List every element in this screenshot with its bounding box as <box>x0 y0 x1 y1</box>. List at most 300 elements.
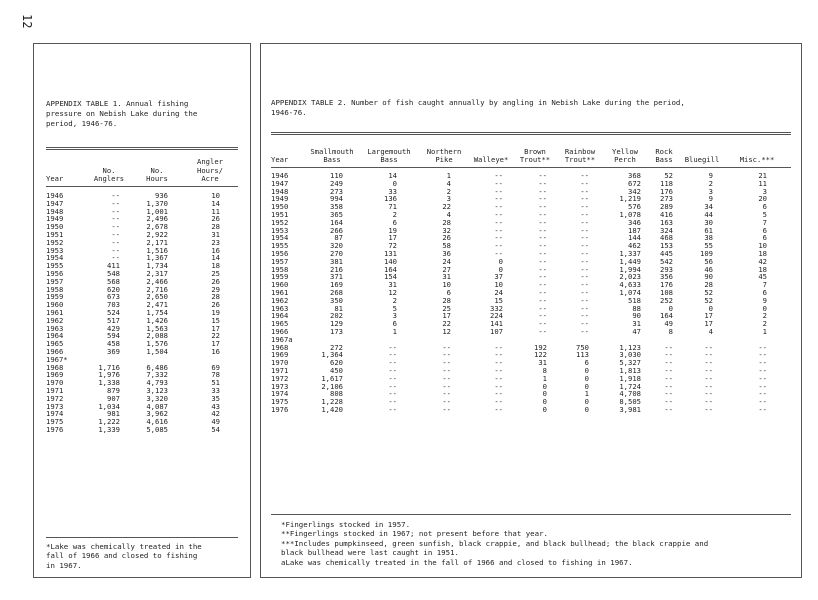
value-cell: 22 <box>211 331 220 341</box>
year-cell: 1976 <box>46 424 64 434</box>
value-cell: -- <box>388 404 397 414</box>
table-row <box>271 398 791 406</box>
table-row <box>46 348 238 356</box>
value-cell: -- <box>442 389 451 399</box>
value-cell: -- <box>580 171 589 180</box>
header-bluegill: Bluegill <box>684 155 720 165</box>
value-cell: 23 <box>211 237 220 247</box>
value-cell: 1 <box>762 326 767 336</box>
table-row <box>271 344 791 352</box>
value-cell: 1,367 <box>146 253 168 263</box>
value-cell: -- <box>580 209 589 219</box>
value-cell: 1,994 <box>619 264 641 274</box>
year-cell: 1969 <box>271 350 289 360</box>
value-cell: -- <box>664 358 673 368</box>
value-cell: 268 <box>330 287 343 297</box>
value-cell: 879 <box>107 385 120 395</box>
year-cell: 1960 <box>46 300 64 310</box>
value-cell: 2,023 <box>619 272 641 282</box>
value-cell: -- <box>442 397 451 407</box>
year-cell: 1962 <box>46 315 64 325</box>
value-cell: 1,563 <box>146 323 168 333</box>
value-cell: -- <box>580 295 589 305</box>
appendix-table-2-panel <box>260 43 802 578</box>
value-cell: 52 <box>704 287 713 297</box>
value-cell: -- <box>388 373 397 383</box>
value-cell: 3,123 <box>146 385 168 395</box>
value-cell: 10 <box>442 280 451 290</box>
value-cell: 548 <box>107 268 120 278</box>
table-row <box>46 208 238 216</box>
year-cell: 1958 <box>46 284 64 294</box>
table-row <box>46 293 238 301</box>
value-cell <box>182 356 238 364</box>
value-cell: 416 <box>660 209 673 219</box>
value-cell: 29 <box>211 284 220 294</box>
year-cell: 1965 <box>46 339 64 349</box>
value-cell: 293 <box>660 264 673 274</box>
value-cell: 22 <box>442 202 451 212</box>
value-cell: 1,001 <box>146 206 168 216</box>
value-cell: 187 <box>628 225 641 235</box>
value-cell: 0 <box>584 381 589 391</box>
value-cell: 356 <box>660 272 673 282</box>
year-cell: 1952 <box>46 237 64 247</box>
value-cell: -- <box>494 194 503 204</box>
value-cell: -- <box>580 326 589 336</box>
value-cell: -- <box>538 295 547 305</box>
value-cell: 17 <box>704 311 713 321</box>
value-cell: 49 <box>664 319 673 329</box>
year-cell: 1963 <box>46 323 64 333</box>
value-cell: 0 <box>542 404 547 414</box>
value-cell: 8 <box>668 326 673 336</box>
value-cell: 450 <box>330 365 343 375</box>
value-cell: -- <box>388 350 397 360</box>
year-cell: 1954 <box>46 253 64 263</box>
value-cell: 140 <box>384 256 397 266</box>
value-cell: 368 <box>628 171 641 180</box>
value-cell: 131 <box>384 248 397 258</box>
year-cell: 1955 <box>271 241 289 251</box>
value-cell: 620 <box>330 358 343 368</box>
value-cell: -- <box>664 342 673 352</box>
value-cell: -- <box>111 191 120 200</box>
value-cell: 42 <box>758 256 767 266</box>
value-cell: 164 <box>330 217 343 227</box>
value-cell: 346 <box>628 217 641 227</box>
value-cell: 16 <box>211 245 220 255</box>
value-cell: -- <box>494 358 503 368</box>
value-cell: 17 <box>442 311 451 321</box>
value-cell: -- <box>538 241 547 251</box>
value-cell: 8 <box>542 365 547 375</box>
value-cell: 1,576 <box>146 339 168 349</box>
header-walleye: Walleye* <box>473 155 509 165</box>
value-cell: 87 <box>334 233 343 243</box>
header-yellow-perch: Yellow Perch <box>612 146 638 165</box>
header-rainbow-trout: Rainbow Trout** <box>564 146 596 165</box>
value-cell: 458 <box>107 339 120 349</box>
value-cell: 9 <box>762 295 767 305</box>
table-row <box>271 289 791 297</box>
value-cell: -- <box>664 365 673 375</box>
value-cell: 61 <box>704 225 713 235</box>
value-cell: 6 <box>392 217 397 227</box>
year-cell: 1974 <box>271 389 289 399</box>
value-cell: 6 <box>762 287 767 297</box>
value-cell: 4,616 <box>146 417 168 427</box>
value-cell: 176 <box>660 186 673 196</box>
value-cell: 3,981 <box>619 404 641 414</box>
value-cell: 1,504 <box>146 346 168 356</box>
value-cell: -- <box>111 206 120 216</box>
value-cell: 164 <box>384 264 397 274</box>
appendix-table-1-panel <box>33 43 251 578</box>
value-cell: -- <box>758 358 767 368</box>
year-cell: 1954 <box>271 233 289 243</box>
value-cell: 0 <box>542 381 547 391</box>
value-cell: 17 <box>388 233 397 243</box>
value-cell: 6 <box>584 358 589 368</box>
value-cell: 2,496 <box>146 214 168 224</box>
value-cell: 14 <box>388 171 397 180</box>
table-row <box>46 364 238 372</box>
value-cell: 33 <box>388 186 397 196</box>
value-cell: -- <box>538 202 547 212</box>
header-northern-pike: Northern Pike <box>426 146 462 165</box>
value-cell: 3,320 <box>146 393 168 403</box>
table-row <box>46 325 238 333</box>
value-cell: 0 <box>584 365 589 375</box>
value-cell: 216 <box>330 264 343 274</box>
value-cell: 12 <box>442 326 451 336</box>
value-cell: 1,034 <box>98 401 120 411</box>
value-cell: 118 <box>660 178 673 188</box>
value-cell: 18 <box>758 248 767 258</box>
value-cell: -- <box>580 311 589 321</box>
table-row <box>271 390 791 398</box>
value-cell: 2,106 <box>321 381 343 391</box>
table-row <box>46 286 238 294</box>
value-cell: 31 <box>632 319 641 329</box>
value-cell: -- <box>388 365 397 375</box>
value-cell: -- <box>494 373 503 383</box>
value-cell: 6 <box>762 233 767 243</box>
value-cell: -- <box>538 326 547 336</box>
value-cell: -- <box>442 358 451 368</box>
value-cell: 4,708 <box>619 389 641 399</box>
table-1-footnote: *Lake was chemically treated in the fall of 1966 and closed to fishing in 1967. <box>46 542 202 570</box>
value-cell: 320 <box>330 241 343 251</box>
year-cell: 1962 <box>271 295 289 305</box>
value-cell: 46 <box>704 264 713 274</box>
value-cell: 78 <box>211 370 220 380</box>
header-angler-hours-per-acre: Angler Hours/ Acre <box>197 157 223 184</box>
value-cell: -- <box>704 342 713 352</box>
year-cell: 1959 <box>46 292 64 302</box>
table-row <box>271 250 791 258</box>
value-cell: 1,370 <box>146 198 168 208</box>
header-no-hours: No. Hours <box>146 165 168 184</box>
value-cell: -- <box>494 381 503 391</box>
value-cell: 576 <box>628 202 641 212</box>
value-cell: 55 <box>704 241 713 251</box>
year-cell: 1971 <box>271 365 289 375</box>
value-cell: 107 <box>490 326 503 336</box>
table-row <box>46 200 238 208</box>
value-cell: 169 <box>330 280 343 290</box>
value-cell: 358 <box>330 202 343 212</box>
value-cell: 35 <box>211 393 220 403</box>
value-cell: 6 <box>446 287 451 297</box>
value-cell: -- <box>704 358 713 368</box>
value-cell: 31 <box>388 280 397 290</box>
value-cell: 108 <box>660 287 673 297</box>
footnote-trout: **Fingerlings stocked in 1967; not present before that year. <box>281 529 548 539</box>
value-cell: -- <box>538 186 547 196</box>
value-cell: 594 <box>107 331 120 341</box>
table-row <box>271 180 791 188</box>
year-cell: 1976 <box>271 404 289 414</box>
year-cell: 1957 <box>271 256 289 266</box>
value-cell: 936 <box>155 191 168 200</box>
year-cell: 1967* <box>46 354 68 364</box>
year-cell: 1970 <box>46 378 64 388</box>
value-cell: 52 <box>704 295 713 305</box>
value-cell: -- <box>538 287 547 297</box>
value-cell: -- <box>538 256 547 266</box>
value-cell: -- <box>111 198 120 208</box>
value-cell: 44 <box>704 209 713 219</box>
table-row <box>46 340 238 348</box>
value-cell: 21 <box>758 171 767 180</box>
value-cell: 24 <box>442 256 451 266</box>
value-cell: -- <box>388 381 397 391</box>
value-cell: -- <box>111 253 120 263</box>
table-row <box>271 234 791 242</box>
value-cell: 2,171 <box>146 237 168 247</box>
value-cell: 1,078 <box>619 209 641 219</box>
value-cell: 88 <box>632 303 641 313</box>
value-cell: -- <box>494 171 503 180</box>
value-cell: 0 <box>584 373 589 383</box>
value-cell: 3,030 <box>619 350 641 360</box>
value-cell: -- <box>111 245 120 255</box>
value-cell: -- <box>704 389 713 399</box>
value-cell: 1,813 <box>619 365 641 375</box>
year-cell: 1956 <box>271 248 289 258</box>
value-cell: 28 <box>704 280 713 290</box>
value-cell: -- <box>494 397 503 407</box>
value-cell: -- <box>580 264 589 274</box>
header-largemouth-bass: Largemouth Bass <box>367 146 411 165</box>
value-cell: 30 <box>704 217 713 227</box>
value-cell: 202 <box>330 311 343 321</box>
value-cell: 51 <box>211 378 220 388</box>
value-cell: 52 <box>664 171 673 180</box>
table-row <box>46 270 238 278</box>
value-cell: 122 <box>534 350 547 360</box>
year-cell: 1949 <box>46 214 64 224</box>
value-cell: 22 <box>442 319 451 329</box>
table-row <box>271 406 791 414</box>
value-cell: 994 <box>330 194 343 204</box>
value-cell: 72 <box>388 241 397 251</box>
value-cell: 429 <box>107 323 120 333</box>
value-cell: -- <box>494 178 503 188</box>
value-cell: 7,332 <box>146 370 168 380</box>
value-cell: 445 <box>660 248 673 258</box>
year-cell: 1953 <box>271 225 289 235</box>
value-cell: 1 <box>584 389 589 399</box>
value-cell: -- <box>664 397 673 407</box>
table-row <box>46 410 238 418</box>
value-cell: -- <box>388 342 397 352</box>
table-1-top-rule <box>46 147 238 150</box>
value-cell: -- <box>580 256 589 266</box>
year-cell: 1959 <box>271 272 289 282</box>
value-cell: 517 <box>107 315 120 325</box>
value-cell: 15 <box>494 295 503 305</box>
value-cell: 43 <box>211 401 220 411</box>
value-cell: 252 <box>660 295 673 305</box>
value-cell: 192 <box>534 342 547 352</box>
value-cell: 28 <box>442 295 451 305</box>
value-cell: 272 <box>330 342 343 352</box>
header-no-anglers: No. Anglers <box>93 165 125 184</box>
value-cell: -- <box>580 303 589 313</box>
table-row <box>46 403 238 411</box>
value-cell: 4 <box>708 326 713 336</box>
year-cell: 1951 <box>271 209 289 219</box>
value-cell: 27 <box>442 264 451 274</box>
value-cell: 342 <box>628 186 641 196</box>
year-cell: 1948 <box>271 186 289 196</box>
value-cell: 2 <box>708 178 713 188</box>
table-row <box>46 247 238 255</box>
value-cell: 1,219 <box>619 194 641 204</box>
value-cell: -- <box>494 350 503 360</box>
value-cell: 1,074 <box>619 287 641 297</box>
value-cell: -- <box>538 248 547 258</box>
value-cell: 163 <box>660 217 673 227</box>
table-2-header-row <box>271 143 791 165</box>
value-cell <box>723 336 791 344</box>
table-row <box>46 223 238 231</box>
value-cell: 224 <box>490 311 503 321</box>
value-cell: 42 <box>211 409 220 419</box>
year-cell: 1973 <box>46 401 64 411</box>
value-cell: 6,486 <box>146 362 168 372</box>
table-1 <box>46 154 238 434</box>
value-cell: -- <box>111 229 120 239</box>
value-cell: 26 <box>211 300 220 310</box>
value-cell: 672 <box>628 178 641 188</box>
value-cell: -- <box>538 319 547 329</box>
value-cell: -- <box>442 404 451 414</box>
table-row <box>46 418 238 426</box>
value-cell: 273 <box>660 194 673 204</box>
value-cell: 153 <box>660 241 673 251</box>
table-row <box>271 383 791 391</box>
year-cell: 1963 <box>271 303 289 313</box>
value-cell: 332 <box>490 303 503 313</box>
value-cell: 4,633 <box>619 280 641 290</box>
table-row <box>46 262 238 270</box>
value-cell: -- <box>442 350 451 360</box>
value-cell: 5,327 <box>619 358 641 368</box>
value-cell: -- <box>538 171 547 180</box>
table-row <box>46 332 238 340</box>
value-cell: -- <box>442 342 451 352</box>
value-cell: 2 <box>762 311 767 321</box>
value-cell: 26 <box>211 276 220 286</box>
footnote-closure: aLake was chemically treated in the fall of 1966 and closed to fishing in 1967. <box>281 557 633 567</box>
table-2-caption: APPENDIX TABLE 2. Number of fish caught annually by angling in Nebish Lake during the period, 1946-76. <box>271 98 685 117</box>
value-cell: 568 <box>107 276 120 286</box>
value-cell: 273 <box>330 186 343 196</box>
value-cell: 6 <box>762 202 767 212</box>
value-cell: 28 <box>211 292 220 302</box>
value-cell: 2,922 <box>146 229 168 239</box>
value-cell: -- <box>538 311 547 321</box>
value-cell: 11 <box>211 206 220 216</box>
value-cell: 0 <box>668 303 673 313</box>
year-cell: 1964 <box>46 331 64 341</box>
table-2-top-rule <box>271 132 791 135</box>
value-cell: 113 <box>576 350 589 360</box>
year-cell: 1972 <box>271 373 289 383</box>
value-cell: 9 <box>708 171 713 180</box>
year-cell: 1957 <box>46 276 64 286</box>
value-cell: 7 <box>762 280 767 290</box>
value-cell: 703 <box>107 300 120 310</box>
value-cell: 19 <box>211 307 220 317</box>
value-cell: -- <box>388 358 397 368</box>
year-cell: 1975 <box>271 397 289 407</box>
value-cell: -- <box>664 404 673 414</box>
value-cell: 1,918 <box>619 373 641 383</box>
value-cell: 1,976 <box>98 370 120 380</box>
value-cell: 1,449 <box>619 256 641 266</box>
value-cell: 38 <box>704 233 713 243</box>
value-cell: 750 <box>576 342 589 352</box>
value-cell: 26 <box>211 214 220 224</box>
value-cell: -- <box>580 217 589 227</box>
value-cell: 0 <box>542 397 547 407</box>
value-cell: 2,317 <box>146 268 168 278</box>
year-cell: 1951 <box>46 229 64 239</box>
value-cell: 58 <box>442 241 451 251</box>
value-cell: 71 <box>388 202 397 212</box>
value-cell: 0 <box>498 264 503 274</box>
value-cell: 5 <box>762 209 767 219</box>
value-cell: 1 <box>446 171 451 180</box>
value-cell: 4,793 <box>146 378 168 388</box>
year-cell: 1955 <box>46 261 64 271</box>
value-cell: 10 <box>494 280 503 290</box>
year-cell: 1974 <box>46 409 64 419</box>
header-misc: Misc.*** <box>739 155 775 165</box>
value-cell: 0 <box>708 303 713 313</box>
value-cell: 2,471 <box>146 300 168 310</box>
value-cell: 365 <box>330 209 343 219</box>
table-row <box>46 395 238 403</box>
value-cell: -- <box>538 264 547 274</box>
value-cell: -- <box>664 350 673 360</box>
value-cell: -- <box>538 217 547 227</box>
